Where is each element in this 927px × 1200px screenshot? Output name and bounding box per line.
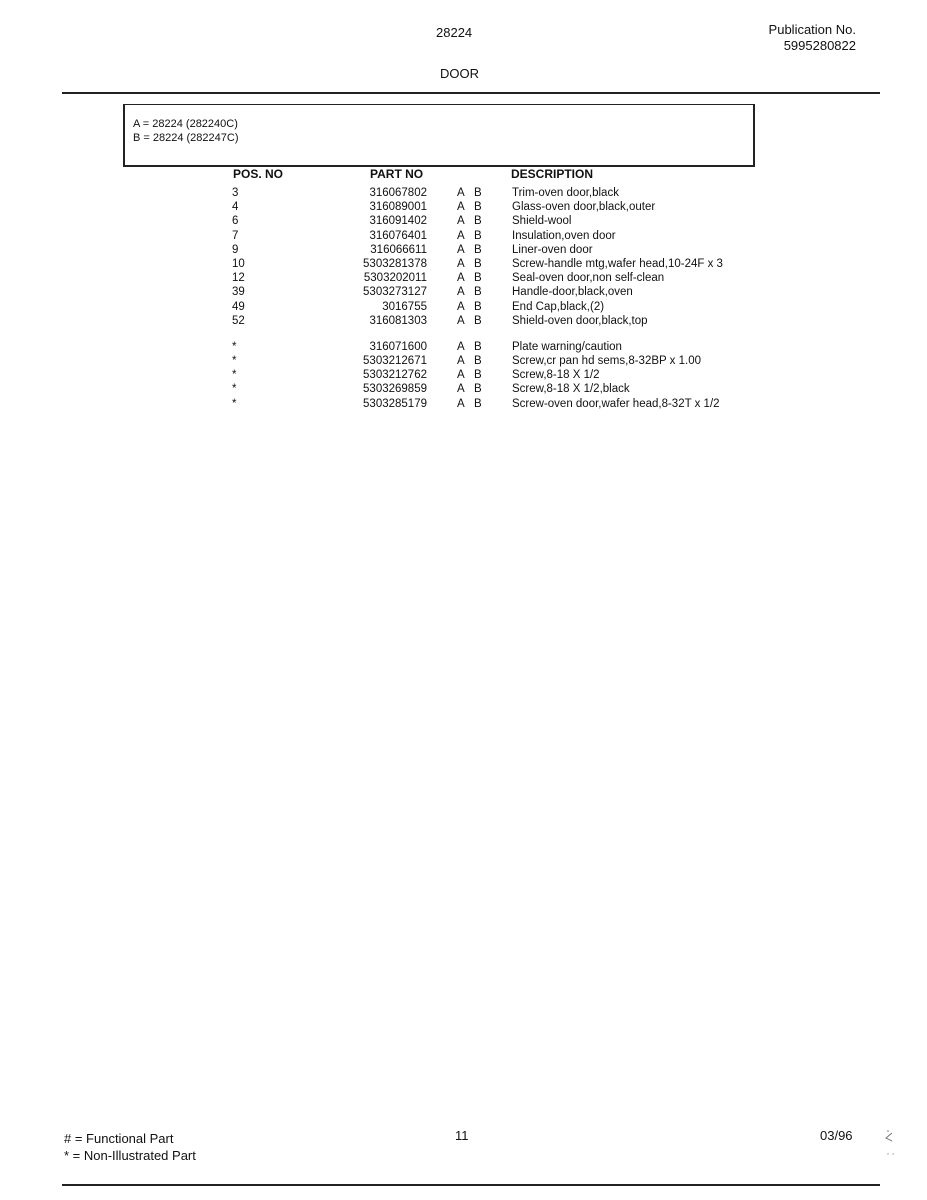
table-row [0, 186, 927, 200]
row-model-b: B [474, 355, 482, 368]
row-part-number: 316081303 [369, 314, 427, 327]
publication-label: Publication No. [768, 22, 856, 37]
row-pos: 49 [232, 300, 245, 313]
row-gap [0, 328, 927, 340]
footer-legend-functional: # = Functional Part [64, 1131, 174, 1146]
row-pos: 39 [232, 286, 245, 299]
column-header-part: PART NO [370, 167, 424, 181]
footer-legend-non-illustrated: * = Non-Illustrated Part [64, 1148, 196, 1163]
row-part-number: 5303202011 [363, 272, 427, 285]
footer-legend [64, 1130, 196, 1164]
row-pos: * [232, 397, 237, 410]
row-pos: 9 [232, 243, 239, 256]
table-row [0, 340, 927, 354]
row-description: Seal-oven door,non self-clean [512, 272, 665, 285]
row-pos: 10 [232, 257, 245, 270]
row-part-number: 316089001 [369, 201, 427, 214]
bottom-divider [62, 1184, 880, 1186]
row-description: Screw-handle mtg,wafer head,10-24F x 3 [512, 257, 723, 270]
table-row [0, 229, 927, 243]
row-description: Shield-wool [512, 215, 572, 228]
row-model-a: A [457, 243, 465, 256]
row-model-b: B [474, 201, 482, 214]
table-row [0, 200, 927, 214]
table-row [0, 368, 927, 382]
row-model-b: B [474, 229, 482, 242]
row-pos: * [232, 355, 237, 368]
model-legend-box [123, 104, 755, 167]
row-pos: * [232, 369, 237, 382]
table-row [0, 285, 927, 299]
parts-table [0, 186, 927, 411]
table-row [0, 382, 927, 396]
row-description: Screw,8-18 X 1/2 [512, 369, 600, 382]
row-model-a: A [457, 215, 465, 228]
row-model-a: A [457, 355, 465, 368]
row-model-b: B [474, 243, 482, 256]
top-divider [62, 92, 880, 94]
row-model-b: B [474, 340, 482, 353]
row-model-a: A [457, 229, 465, 242]
row-model-a: A [457, 369, 465, 382]
row-description: Liner-oven door [512, 243, 593, 256]
table-row [0, 397, 927, 411]
row-model-a: A [457, 340, 465, 353]
row-description: Insulation,oven door [512, 229, 616, 242]
column-header-pos: POS. NO [233, 167, 284, 181]
row-description: Screw-oven door,wafer head,8-32T x 1/2 [512, 397, 720, 410]
row-model-b: B [474, 187, 482, 199]
row-model-b: B [474, 286, 482, 299]
row-part-number: 316091402 [369, 215, 427, 228]
row-pos: 4 [232, 201, 239, 214]
row-pos: 6 [232, 215, 239, 228]
row-model-a: A [457, 383, 465, 396]
row-model-b: B [474, 383, 482, 396]
row-description: Glass-oven door,black,outer [512, 201, 656, 214]
row-model-b: B [474, 257, 482, 270]
row-model-b: B [474, 272, 482, 285]
row-part-number: 316067802 [369, 187, 427, 199]
row-model-a: A [457, 257, 465, 270]
row-part-number: 316076401 [369, 229, 427, 242]
table-row [0, 257, 927, 271]
row-part-number: 5303212671 [363, 355, 427, 368]
row-description: Plate warning/caution [512, 340, 622, 353]
row-part-number: 3016755 [382, 300, 427, 313]
column-header-description: DESCRIPTION [511, 167, 594, 181]
row-description: End Cap,black,(2) [512, 300, 605, 313]
row-model-a: A [457, 314, 465, 327]
legend-line-a: A = 28224 (282240C) [133, 118, 238, 130]
row-pos: * [232, 383, 237, 396]
model-number: 28224 [436, 25, 473, 40]
row-part-number: 5303285179 [363, 397, 427, 410]
section-title: DOOR [440, 66, 479, 81]
revision-date: 03/96 [820, 1128, 853, 1143]
row-model-a: A [457, 201, 465, 214]
row-part-number: 5303212762 [363, 369, 427, 382]
row-model-a: A [457, 397, 465, 410]
row-model-b: B [474, 300, 482, 313]
row-description: Handle-door,black,oven [512, 286, 633, 299]
row-part-number: 316066611 [370, 243, 427, 256]
row-description: Screw,8-18 X 1/2,black [512, 383, 630, 396]
table-row [0, 243, 927, 257]
row-model-a: A [457, 187, 465, 199]
row-model-b: B [474, 314, 482, 327]
publication-block [752, 22, 856, 54]
row-pos: 7 [232, 229, 239, 242]
page-number: 11 [455, 1128, 469, 1143]
table-row [0, 314, 927, 328]
row-model-b: B [474, 215, 482, 228]
publication-number: 5995280822 [783, 38, 856, 53]
scan-mark-icon [882, 1128, 898, 1161]
row-model-b: B [474, 369, 482, 382]
table-row [0, 354, 927, 368]
table-row [0, 300, 927, 314]
row-description: Shield-oven door,black,top [512, 314, 648, 327]
row-pos: 52 [232, 314, 245, 327]
row-part-number: 5303281378 [363, 257, 427, 270]
table-row [0, 214, 927, 228]
row-part-number: 5303269859 [363, 383, 427, 396]
row-description: Trim-oven door,black [512, 187, 619, 199]
row-model-b: B [474, 397, 482, 410]
row-description: Screw,cr pan hd sems,8-32BP x 1.00 [512, 355, 701, 368]
row-pos: 3 [232, 187, 239, 199]
table-row [0, 271, 927, 285]
row-model-a: A [457, 286, 465, 299]
legend-line-b: B = 28224 (282247C) [133, 132, 239, 144]
row-model-a: A [457, 300, 465, 313]
row-model-a: A [457, 272, 465, 285]
row-pos: * [232, 340, 237, 353]
non-illustrated-rows [0, 340, 927, 411]
row-part-number: 316071600 [369, 340, 427, 353]
row-pos: 12 [232, 272, 245, 285]
parts-rows [0, 186, 927, 328]
row-part-number: 5303273127 [363, 286, 427, 299]
